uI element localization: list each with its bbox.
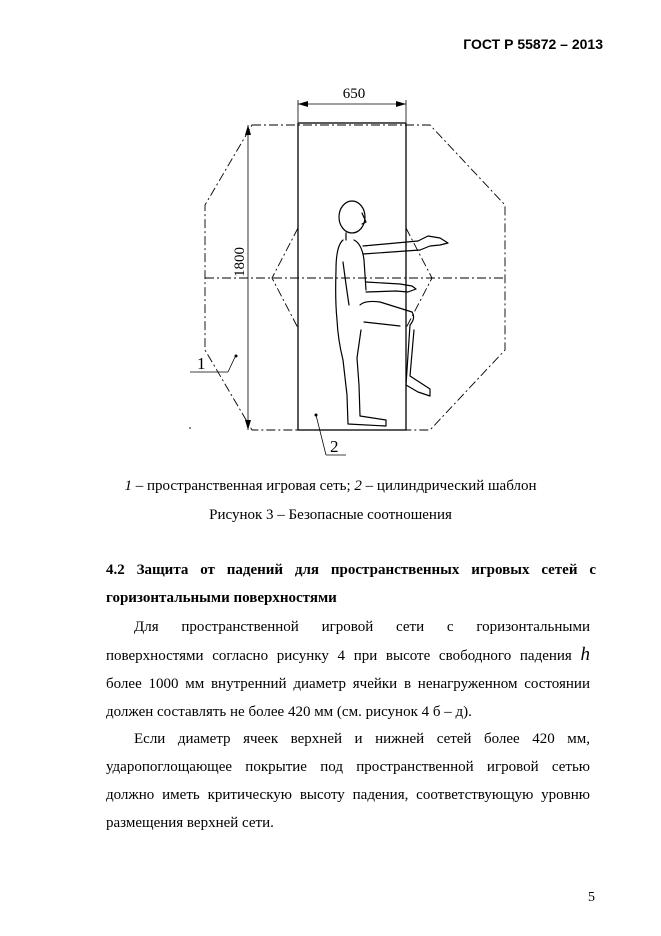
- legend-1-text: – пространственная игровая сеть;: [132, 478, 355, 494]
- legend-1-number: 1: [124, 478, 133, 494]
- page-number: 5: [588, 890, 595, 905]
- section-title: 4.2 Защита от падений для пространственных игровых сетей с горизонтальными поверхностями: [106, 562, 596, 606]
- legend-2-text: – цилиндрический шаблон: [361, 478, 537, 494]
- document-header: ГОСТ Р 55872 – 2013: [463, 36, 603, 52]
- paragraph-2-text: Если диаметр ячеек верхней и нижней сетей более 420 мм, ударопоглощающее покрытие под пространственной игровой сетью должно иметь критическую высоту падения, соответствующую уровню размещения верхней сети.: [106, 731, 590, 831]
- octagon-net-outline: [205, 125, 505, 430]
- label-2: 2: [330, 437, 339, 456]
- width-dimension-label: 650: [342, 86, 366, 102]
- paragraph-2: [106, 725, 590, 837]
- paragraph-1-end: более 1000 мм внутренний диаметр ячейки в ненагруженном состоянии должен составлять не более 420 мм (см. рисунок 4 б – д).: [106, 676, 590, 720]
- figure-legend: [0, 478, 661, 495]
- cylinder-template-rect: [298, 123, 406, 430]
- label-1: 1: [197, 354, 206, 373]
- human-figure: [336, 201, 448, 426]
- paragraph-1-start: Для пространственной игровой сети с горизонтальными поверхностями согласно рисунку 4 при высоте свободного падения: [106, 619, 590, 664]
- paragraph-1: [106, 613, 590, 726]
- variable-h: h: [580, 644, 590, 665]
- figure-caption: Рисунок 3 – Безопасные соотношения: [209, 507, 452, 523]
- legend-2-number: 2: [354, 478, 362, 494]
- height-dimension-label: 1800: [232, 247, 248, 277]
